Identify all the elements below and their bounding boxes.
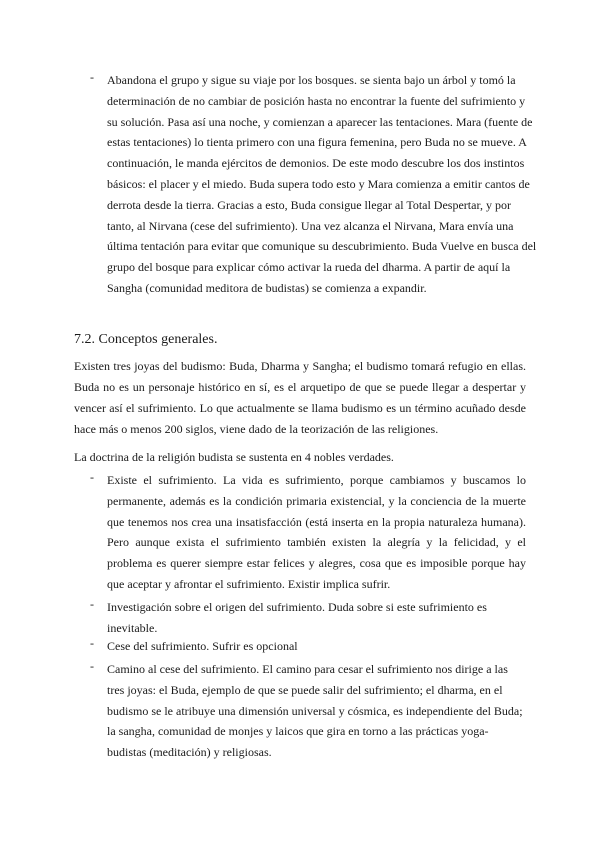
list-item-text: Abandona el grupo y sigue su viaje por los bosques. se sienta bajo un árbol y tomó la determinación de no cambiar de posición hasta no encontrar la fuente del sufrimiento y su solución. Pasa así una noche, y comienzan a aparecer las tentaciones. Mara (fuente de estas tentaciones) lo tienta primero con una figura femenina, pero Buda no se mueve. A continuación, le manda ejércitos de demonios. De este modo descubre los dos instintos básicos: el placer y el miedo. Buda supera todo esto y Mara comienza a emitir cantos de derrota desde la tierra. Gracias a esto, Buda consigue llegar al Total Despertar, y por tanto, al Nirvana (cese del sufrimiento). Una vez alcanza el Nirvana, Mara envía una última tentación para evitar que comunique su descubrimiento. Buda Vuelve en busca del grupo del bosque para explicar cómo activar la rueda del dharma. A partir de aquí la Sangha (comunidad meditora de budistas) se comienza a expandir. bbox=[107, 73, 537, 295]
list-item-text: Existe el sufrimiento. La vida es sufrimiento, porque cambiamos y buscamos lo permanente, además es la condición primaria existencial, y la conciencia de la muerte que tenemos nos crea una insatisfacción (está inserta en la propia naturaleza humana). Pero aunque exista el sufrimiento también existen la alegría y la felicidad, y el problema es querer siempre estar felices y alegres, cosa que es imposible porque hay que aceptar y afrontar el sufrimiento. Existir implica sufrir. bbox=[107, 473, 526, 591]
paragraph: Existen tres joyas del budismo: Buda, Dharma y Sangha; el budismo tomará refugio en ellas. Buda no es un personaje histórico en sí, es el arquetipo de que se puede llegar a despertar y vencer así el sufrimiento. Lo que actualmente se llama budismo es un término acuñado desde hace más o menos 200 siglos, viene dado de la teorización de las religiones. bbox=[74, 359, 526, 436]
list-item-text: Cese del sufrimiento. Sufrir es opcional bbox=[107, 639, 298, 653]
list-dash: - bbox=[90, 659, 94, 673]
list-dash: - bbox=[90, 597, 94, 611]
list-dash: - bbox=[90, 70, 94, 84]
list-item-text: Investigación sobre el origen del sufrimiento. Duda sobre si este sufrimiento es inevitable. bbox=[107, 600, 487, 635]
section-heading: 7.2. Conceptos generales. bbox=[74, 332, 218, 347]
list-dash: - bbox=[90, 470, 94, 484]
paragraph: La doctrina de la religión budista se sustenta en 4 nobles verdades. bbox=[74, 450, 394, 464]
list-dash: - bbox=[90, 636, 94, 650]
list-item-text: Camino al cese del sufrimiento. El camino para cesar el sufrimiento nos dirige a las tres joyas: el Buda, ejemplo de que se puede salir del sufrimiento; el dharma, en el budismo se le atribuye una dimensión universal y cósmica, es independiente del Buda; la sangha, comunidad de monjes y laicos que gira en torno a las prácticas yoga-budistas (meditación) y religiosas. bbox=[107, 662, 523, 760]
